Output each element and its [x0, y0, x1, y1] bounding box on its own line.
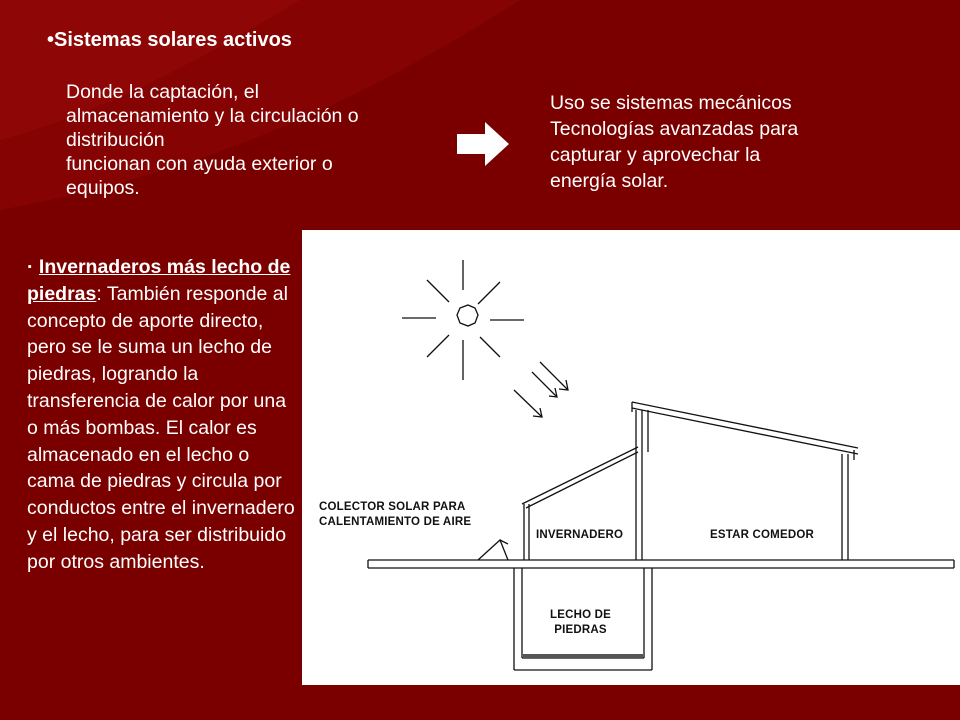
rock-bed-label-line: PIEDRAS — [554, 624, 607, 636]
intro-text — [66, 80, 436, 200]
heading-bullet: · — [27, 256, 39, 278]
diagram-drawing — [302, 230, 960, 685]
right-line: Uso se sistemas mecánicos — [550, 92, 792, 114]
section-body: También responde al concepto de aporte directo, pero se le suma un lecho de piedras, logrando la transferencia de calor por una o más bombas. El calor es almacenado en el lecho o cama de piedras y circula por conductos entre el invernadero y el lecho, para ser distribuido por otros ambientes. — [27, 282, 295, 573]
mechanical-systems-text — [550, 90, 880, 194]
heading-colon: : — [96, 282, 102, 305]
collector-label-line: CALENTAMIENTO DE AIRE — [319, 516, 472, 528]
greenhouse-rockbed-diagram — [302, 230, 960, 685]
sun-icon — [457, 305, 478, 326]
living-room-label: ESTAR COMEDOR — [710, 529, 814, 541]
intro-line: almacenamiento y la circulación o — [66, 105, 359, 127]
intro-line: Donde la captación, el — [66, 81, 259, 103]
collector-label — [319, 500, 471, 530]
slide-title: •Sistemas solares activos — [47, 29, 292, 51]
right-arrow-icon — [455, 122, 511, 166]
greenhouse-label: INVERNADERO — [536, 529, 624, 541]
intro-line: equipos. — [66, 177, 140, 199]
rock-fill — [523, 654, 643, 658]
greenhouse-description — [27, 254, 299, 576]
right-line: energía solar. — [550, 170, 669, 192]
collector-label-line: COLECTOR SOLAR PARA — [319, 501, 466, 513]
rock-bed-label-line: LECHO DE — [550, 609, 612, 621]
intro-line: distribución — [66, 129, 165, 151]
intro-line: funcionan con ayuda exterior o — [66, 153, 333, 175]
rock-bed-label — [550, 608, 611, 638]
heading-text: Invernaderos más lecho de piedras — [27, 256, 291, 305]
right-line: capturar y aprovechar la — [550, 144, 761, 166]
right-line: Tecnologías avanzadas para — [550, 118, 799, 140]
